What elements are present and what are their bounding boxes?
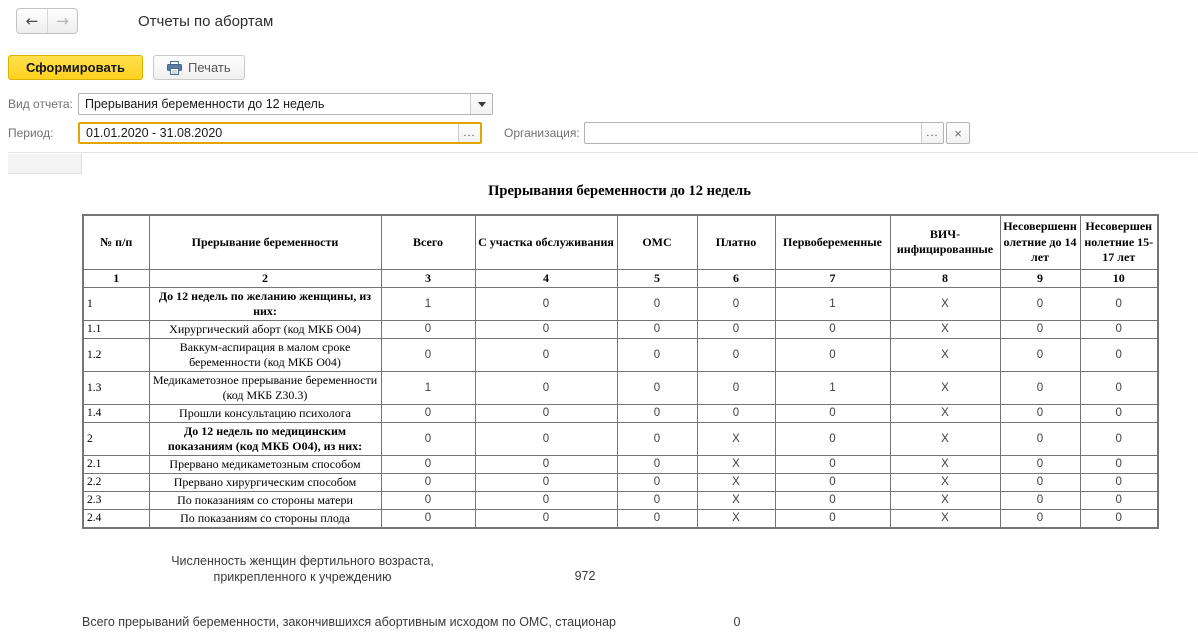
cell-value: 0 — [1000, 338, 1080, 371]
column-header: Прерывание беременности — [149, 215, 381, 269]
cell-value: 0 — [697, 371, 775, 404]
cell-value: 0 — [475, 422, 617, 455]
page-title: Отчеты по абортам — [138, 12, 274, 30]
cell-value: 0 — [475, 287, 617, 320]
cell-value: 0 — [381, 338, 475, 371]
table-row — [83, 320, 1158, 338]
cell-value: 0 — [475, 491, 617, 509]
column-header: ОМС — [617, 215, 697, 269]
cell-value: 0 — [617, 473, 697, 491]
cell-value: 0 — [1000, 455, 1080, 473]
row-number: 2.4 — [83, 509, 149, 528]
period-input[interactable] — [80, 124, 458, 142]
cell-value: 0 — [1080, 338, 1158, 371]
column-number: 9 — [1000, 269, 1080, 287]
cell-value: Х — [890, 287, 1000, 320]
cell-value: 0 — [381, 404, 475, 422]
row-number: 2.2 — [83, 473, 149, 491]
cell-value: 0 — [1000, 404, 1080, 422]
cell-value: Х — [890, 320, 1000, 338]
cell-value: 0 — [1080, 422, 1158, 455]
cell-value: 0 — [775, 320, 890, 338]
row-number: 1.1 — [83, 320, 149, 338]
report-summary — [8, 529, 1198, 639]
column-number: 4 — [475, 269, 617, 287]
report-type-combo[interactable] — [78, 93, 493, 115]
row-number: 2.1 — [83, 455, 149, 473]
report-type-value[interactable] — [79, 94, 470, 114]
column-header: Первобеременные — [775, 215, 890, 269]
column-header: Всего — [381, 215, 475, 269]
row-label: Хирургический аборт (код МКБ O04) — [149, 320, 381, 338]
row-label: Ваккум-аспирация в малом сроке беременности (код МКБ O04) — [149, 338, 381, 371]
cell-value: 0 — [617, 404, 697, 422]
cell-value: 0 — [775, 422, 890, 455]
toolbar — [0, 34, 1198, 80]
cell-value: Х — [890, 473, 1000, 491]
cell-value: 0 — [1080, 404, 1158, 422]
table-row — [83, 287, 1158, 320]
report-type-label: Вид отчета: — [8, 97, 73, 111]
cell-value: 0 — [381, 455, 475, 473]
cell-value: 0 — [381, 473, 475, 491]
row-number: 1.2 — [83, 338, 149, 371]
column-number: 10 — [1080, 269, 1158, 287]
cell-value: 0 — [697, 320, 775, 338]
cell-value: 0 — [475, 473, 617, 491]
table-row — [83, 404, 1158, 422]
cell-value: 0 — [775, 338, 890, 371]
back-icon[interactable]: ← — [17, 9, 47, 33]
total-oms-label: Всего прерываний беременности, закончившихся абортивным исходом по ОМС, стационар — [82, 614, 616, 629]
row-label: По показаниям со стороны матери — [149, 491, 381, 509]
cell-value: Х — [697, 422, 775, 455]
print-button-label: Печать — [188, 60, 231, 75]
column-header: Платно — [697, 215, 775, 269]
cell-value: Х — [697, 491, 775, 509]
table-header-row — [83, 215, 1158, 269]
cell-value: 0 — [617, 491, 697, 509]
column-header: Несовершеннолетние до 14 лет — [1000, 215, 1080, 269]
row-number: 2 — [83, 422, 149, 455]
cell-value: Х — [890, 509, 1000, 528]
cell-value: 0 — [1000, 320, 1080, 338]
chevron-down-icon[interactable] — [470, 94, 492, 114]
row-number: 1.3 — [83, 371, 149, 404]
period-field[interactable] — [78, 122, 482, 144]
row-number: 1.4 — [83, 404, 149, 422]
cell-value: Х — [890, 455, 1000, 473]
cell-value: 0 — [475, 455, 617, 473]
row-label: До 12 недель по медицинским показаниям (код МКБ O04), из них: — [149, 422, 381, 455]
cell-value: 0 — [775, 473, 890, 491]
column-number: 6 — [697, 269, 775, 287]
cell-value: 1 — [381, 287, 475, 320]
cell-value: 0 — [475, 371, 617, 404]
cell-value: 0 — [1080, 491, 1158, 509]
table-row — [83, 455, 1158, 473]
cell-value: 0 — [381, 422, 475, 455]
column-number: 2 — [149, 269, 381, 287]
cell-value: 0 — [1000, 287, 1080, 320]
cell-value: 0 — [1000, 509, 1080, 528]
organization-field[interactable] — [584, 122, 944, 144]
column-number: 3 — [381, 269, 475, 287]
cell-value: 0 — [475, 404, 617, 422]
organization-more-icon[interactable]: ... — [921, 123, 943, 143]
cell-value: 0 — [381, 320, 475, 338]
cell-value: 0 — [697, 287, 775, 320]
nav-button-group — [16, 8, 78, 34]
table-row — [83, 422, 1158, 455]
cell-value: 0 — [1080, 473, 1158, 491]
cell-value: 0 — [475, 338, 617, 371]
print-button[interactable] — [153, 55, 245, 80]
cell-value: 1 — [381, 371, 475, 404]
column-number: 1 — [83, 269, 149, 287]
printer-icon — [167, 61, 182, 75]
cell-value: 0 — [1000, 491, 1080, 509]
cell-value: 0 — [617, 338, 697, 371]
cell-value: 0 — [617, 320, 697, 338]
table-row — [83, 473, 1158, 491]
column-header: № п/п — [83, 215, 149, 269]
cell-value: 1 — [775, 287, 890, 320]
cell-value: 0 — [1080, 509, 1158, 528]
cell-value: 0 — [1080, 371, 1158, 404]
row-label: Медикаметозное прерывание беременности (код МКБ Z30.3) — [149, 371, 381, 404]
cell-value: 0 — [1000, 473, 1080, 491]
cell-value: 0 — [1080, 320, 1158, 338]
fertile-women-value: 972 — [574, 568, 596, 583]
cell-value: 0 — [617, 287, 697, 320]
column-numbers-row — [83, 269, 1158, 287]
cell-value: 0 — [617, 371, 697, 404]
cell-value: 0 — [1000, 371, 1080, 404]
period-more-icon[interactable]: ... — [458, 124, 480, 142]
cell-value: 0 — [617, 422, 697, 455]
column-number: 7 — [775, 269, 890, 287]
column-number: 5 — [617, 269, 697, 287]
cell-value: 0 — [381, 509, 475, 528]
cell-value: 0 — [775, 509, 890, 528]
organization-label: Организация: — [504, 126, 580, 140]
table-row — [83, 338, 1158, 371]
cell-value: 0 — [617, 509, 697, 528]
cell-value: 0 — [475, 320, 617, 338]
column-header: ВИЧ-инфицированные — [890, 215, 1000, 269]
generate-button[interactable]: Сформировать — [8, 55, 143, 80]
row-label: До 12 недель по желанию женщины, из них: — [149, 287, 381, 320]
cell-value: Х — [890, 338, 1000, 371]
cell-value: 0 — [775, 491, 890, 509]
row-number: 1 — [83, 287, 149, 320]
table-row — [83, 371, 1158, 404]
organization-clear-icon[interactable]: × — [946, 122, 970, 144]
row-label: Прервано медикаметозным способом — [149, 455, 381, 473]
cell-value: 0 — [775, 455, 890, 473]
cell-value: 0 — [617, 455, 697, 473]
column-header: С участка обслуживания — [475, 215, 617, 269]
fertile-women-label: Численность женщин фертильного возраста, прикрепленного к учреждению — [171, 553, 434, 585]
column-number: 8 — [890, 269, 1000, 287]
row-label: Прошли консультацию психолога — [149, 404, 381, 422]
row-number: 2.3 — [83, 491, 149, 509]
cell-value: 0 — [697, 338, 775, 371]
cell-value: Х — [890, 491, 1000, 509]
cell-value: 0 — [697, 404, 775, 422]
cell-value: 0 — [1080, 455, 1158, 473]
row-label: По показаниям со стороны плода — [149, 509, 381, 528]
cell-value: 1 — [775, 371, 890, 404]
cell-value: 0 — [475, 509, 617, 528]
cell-value: 0 — [381, 491, 475, 509]
total-oms-value: 0 — [733, 614, 741, 629]
column-header: Несовершеннолетние 15-17 лет — [1080, 215, 1158, 269]
table-body — [83, 269, 1158, 528]
cell-value: Х — [697, 509, 775, 528]
cell-value: Х — [890, 404, 1000, 422]
filter-panel — [0, 80, 1198, 144]
report-table — [82, 214, 1159, 529]
report-corner — [8, 154, 82, 174]
cell-value: 0 — [775, 404, 890, 422]
cell-value: Х — [890, 422, 1000, 455]
cell-value: Х — [890, 371, 1000, 404]
report-area — [8, 152, 1198, 629]
row-label: Прервано хирургическим способом — [149, 473, 381, 491]
cell-value: Х — [697, 455, 775, 473]
cell-value: 0 — [1000, 422, 1080, 455]
cell-value: 0 — [1080, 287, 1158, 320]
period-label: Период: — [8, 126, 54, 140]
table-row — [83, 509, 1158, 528]
cell-value: Х — [697, 473, 775, 491]
organization-input[interactable] — [585, 123, 921, 143]
forward-icon[interactable]: → — [47, 9, 77, 33]
report-title: Прерывания беременности до 12 недель — [488, 183, 751, 199]
title-bar — [0, 0, 1198, 34]
table-row — [83, 491, 1158, 509]
